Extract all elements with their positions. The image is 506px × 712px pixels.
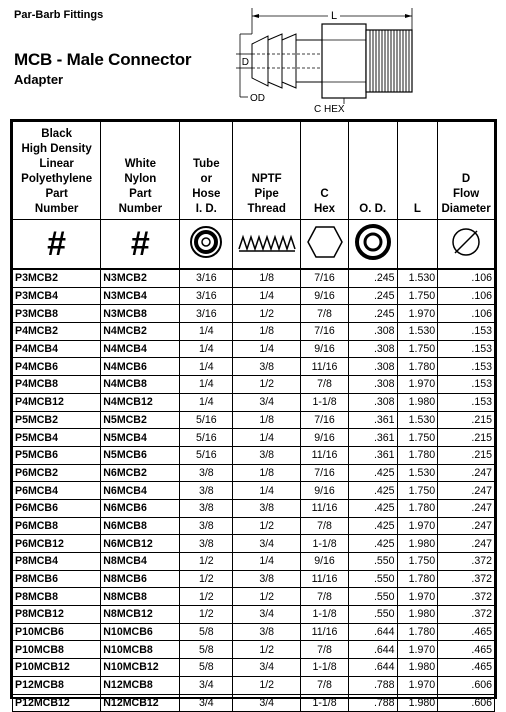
- table-cell: 5/8: [180, 623, 233, 641]
- od-icon: [348, 220, 397, 270]
- table-cell: .606: [438, 694, 495, 712]
- table-cell: P8MCB8: [13, 588, 101, 606]
- table-cell: 1/4: [180, 323, 233, 341]
- table-cell: P4MCB8: [13, 376, 101, 394]
- table-cell: .153: [438, 323, 495, 341]
- table-row: [13, 641, 495, 659]
- flow-diameter-label: D: [241, 57, 249, 68]
- table-cell: 3/8: [233, 446, 301, 464]
- table-cell: 3/8: [233, 499, 301, 517]
- column-header: [348, 122, 397, 220]
- table-cell: 3/16: [180, 287, 233, 305]
- table-row: [13, 429, 495, 447]
- table-cell: .372: [438, 570, 495, 588]
- table-row: [13, 376, 495, 394]
- table-cell: 11/16: [301, 499, 349, 517]
- table-cell: P3MCB4: [13, 287, 101, 305]
- stem-shape: [296, 40, 322, 82]
- table-cell: 11/16: [301, 570, 349, 588]
- table-cell: P4MCB4: [13, 340, 101, 358]
- table-cell: .550: [348, 606, 397, 624]
- hex-icon: [301, 220, 349, 270]
- table-cell: 1/2: [233, 641, 301, 659]
- table-cell: 9/16: [301, 287, 349, 305]
- table-cell: .644: [348, 659, 397, 677]
- column-header: [180, 122, 233, 220]
- table-cell: P4MCB6: [13, 358, 101, 376]
- table-cell: N4MCB4: [101, 340, 180, 358]
- table-cell: 1/8: [233, 464, 301, 482]
- table-cell: 3/8: [233, 623, 301, 641]
- table-cell: 1/4: [180, 393, 233, 411]
- column-header-line: Black: [41, 128, 72, 140]
- table-cell: 1/2: [233, 517, 301, 535]
- table-cell: .215: [438, 446, 495, 464]
- table-cell: .465: [438, 659, 495, 677]
- table-cell: P6MCB4: [13, 482, 101, 500]
- table-cell: 7/8: [301, 588, 349, 606]
- table-cell: 1/4: [233, 429, 301, 447]
- table-cell: .247: [438, 535, 495, 553]
- table-row: [13, 269, 495, 287]
- table-cell: 7/8: [301, 517, 349, 535]
- table-cell: 9/16: [301, 340, 349, 358]
- table-cell: 3/8: [180, 464, 233, 482]
- table-cell: 1.970: [397, 641, 438, 659]
- hash-icon: #: [101, 220, 180, 270]
- column-header: [397, 122, 438, 220]
- table-cell: .550: [348, 553, 397, 571]
- table-cell: .644: [348, 641, 397, 659]
- column-header: [13, 122, 101, 220]
- barb-shape: [282, 34, 296, 88]
- table-row: [13, 305, 495, 323]
- table-cell: 1.980: [397, 606, 438, 624]
- table-cell: P8MCB6: [13, 570, 101, 588]
- table-cell: .644: [348, 623, 397, 641]
- column-header-line: Polyethylene: [21, 173, 93, 185]
- table-cell: N6MCB12: [101, 535, 180, 553]
- table-cell: .245: [348, 305, 397, 323]
- table-cell: 7/16: [301, 269, 349, 287]
- column-header: [101, 122, 180, 220]
- table-cell: .245: [348, 287, 397, 305]
- column-header-line: Number: [118, 203, 163, 215]
- table-cell: P3MCB2: [13, 269, 101, 287]
- column-header-line: I. D.: [195, 203, 217, 215]
- table-cell: N4MCB12: [101, 393, 180, 411]
- section-label: Par-Barb Fittings: [14, 9, 104, 21]
- table-cell: 1-1/8: [301, 535, 349, 553]
- barb-shape: [252, 36, 268, 86]
- table-row: [13, 393, 495, 411]
- table-cell: 1/8: [233, 323, 301, 341]
- table-cell: 3/16: [180, 305, 233, 323]
- table-cell: .106: [438, 269, 495, 287]
- table-cell: 1/2: [233, 676, 301, 694]
- hex-shape: [322, 24, 366, 98]
- table-cell: 1.980: [397, 694, 438, 712]
- table-cell: 1/8: [233, 269, 301, 287]
- table-cell: 1.780: [397, 623, 438, 641]
- table-cell: N3MCB8: [101, 305, 180, 323]
- table-cell: 1/2: [180, 606, 233, 624]
- table-cell: 9/16: [301, 482, 349, 500]
- table-cell: 3/8: [180, 535, 233, 553]
- table-cell: .425: [348, 517, 397, 535]
- table-cell: N5MCB4: [101, 429, 180, 447]
- table-cell: 11/16: [301, 446, 349, 464]
- column-header-line: Part: [129, 188, 152, 200]
- table-cell: P6MCB8: [13, 517, 101, 535]
- table-cell: N8MCB8: [101, 588, 180, 606]
- table-cell: 1.980: [397, 393, 438, 411]
- table-cell: 1/4: [180, 340, 233, 358]
- hex-label: C HEX: [314, 104, 345, 115]
- table-cell: 1-1/8: [301, 694, 349, 712]
- hash-icon: #: [13, 220, 101, 270]
- table-cell: .465: [438, 641, 495, 659]
- table-cell: .247: [438, 482, 495, 500]
- page-subtitle: Adapter: [14, 72, 64, 87]
- table-cell: 11/16: [301, 358, 349, 376]
- table-cell: N10MCB8: [101, 641, 180, 659]
- table-cell: 1.970: [397, 305, 438, 323]
- table-cell: 3/4: [233, 694, 301, 712]
- table-cell: N4MCB6: [101, 358, 180, 376]
- table-row: [13, 517, 495, 535]
- spec-table: [12, 121, 495, 712]
- column-header-line: L: [413, 203, 421, 215]
- column-header: [233, 122, 301, 220]
- table-cell: .215: [438, 429, 495, 447]
- column-header-line: Tube: [192, 158, 220, 170]
- spec-table-frame: [10, 119, 497, 709]
- table-cell: 1/8: [233, 411, 301, 429]
- table-cell: 7/8: [301, 376, 349, 394]
- table-cell: .247: [438, 499, 495, 517]
- table-cell: 5/8: [180, 659, 233, 677]
- table-cell: 3/8: [180, 482, 233, 500]
- table-cell: .361: [348, 429, 397, 447]
- table-cell: .153: [438, 358, 495, 376]
- table-cell: N6MCB4: [101, 482, 180, 500]
- table-cell: 1.980: [397, 535, 438, 553]
- table-cell: N6MCB8: [101, 517, 180, 535]
- table-row: [13, 570, 495, 588]
- table-cell: .153: [438, 376, 495, 394]
- table-cell: .215: [438, 411, 495, 429]
- table-row: [13, 623, 495, 641]
- table-cell: P8MCB12: [13, 606, 101, 624]
- table-cell: .372: [438, 553, 495, 571]
- table-cell: 1.750: [397, 553, 438, 571]
- column-header-line: D: [461, 173, 471, 185]
- table-cell: 1.530: [397, 269, 438, 287]
- column-header-line: Flow: [452, 188, 480, 200]
- table-row: [13, 358, 495, 376]
- table-cell: P10MCB12: [13, 659, 101, 677]
- column-header-line: Pipe: [254, 188, 279, 200]
- table-cell: 3/8: [180, 517, 233, 535]
- table-cell: P4MCB2: [13, 323, 101, 341]
- table-cell: 1-1/8: [301, 659, 349, 677]
- table-cell: 1.980: [397, 659, 438, 677]
- table-cell: .247: [438, 464, 495, 482]
- table-icon-row: [13, 220, 495, 270]
- table-cell: .788: [348, 694, 397, 712]
- table-cell: P6MCB2: [13, 464, 101, 482]
- column-header-line: Diameter: [441, 203, 491, 215]
- table-row: [13, 659, 495, 677]
- arrow-icon: [252, 14, 259, 18]
- table-cell: 1/2: [180, 553, 233, 571]
- table-cell: .550: [348, 570, 397, 588]
- table-row: [13, 499, 495, 517]
- table-cell: 1.970: [397, 376, 438, 394]
- table-cell: 7/16: [301, 464, 349, 482]
- table-cell: N10MCB6: [101, 623, 180, 641]
- column-header-line: Thread: [247, 203, 286, 215]
- table-cell: 1.750: [397, 287, 438, 305]
- table-cell: 3/16: [180, 269, 233, 287]
- table-cell: .106: [438, 305, 495, 323]
- table-cell: 3/8: [180, 499, 233, 517]
- column-header-line: Number: [34, 203, 79, 215]
- table-cell: N8MCB4: [101, 553, 180, 571]
- table-cell: N5MCB2: [101, 411, 180, 429]
- table-cell: .465: [438, 623, 495, 641]
- table-cell: .425: [348, 482, 397, 500]
- table-cell: 1.780: [397, 570, 438, 588]
- table-row: [13, 340, 495, 358]
- length-label: L: [330, 10, 338, 22]
- table-cell: 1/4: [233, 287, 301, 305]
- table-body: [13, 269, 495, 712]
- table-cell: .308: [348, 393, 397, 411]
- table-cell: N12MCB8: [101, 676, 180, 694]
- table-cell: N6MCB6: [101, 499, 180, 517]
- table-cell: P5MCB4: [13, 429, 101, 447]
- table-cell: 1/2: [180, 570, 233, 588]
- table-cell: 7/16: [301, 323, 349, 341]
- table-cell: 5/16: [180, 446, 233, 464]
- table-cell: 9/16: [301, 429, 349, 447]
- table-cell: 1/4: [180, 358, 233, 376]
- column-header-line: Nylon: [124, 173, 157, 185]
- table-cell: 3/4: [233, 659, 301, 677]
- table-cell: .361: [348, 446, 397, 464]
- table-row: [13, 553, 495, 571]
- table-cell: P6MCB6: [13, 499, 101, 517]
- table-cell: .308: [348, 323, 397, 341]
- table-cell: 1.530: [397, 464, 438, 482]
- table-cell: 7/8: [301, 305, 349, 323]
- column-header-line: or: [200, 173, 213, 185]
- column-header-line: Hex: [313, 203, 336, 215]
- column-header: [438, 122, 495, 220]
- table-cell: 1-1/8: [301, 393, 349, 411]
- table-cell: .550: [348, 588, 397, 606]
- table-row: [13, 535, 495, 553]
- table-cell: 1.780: [397, 358, 438, 376]
- table-cell: 1/4: [233, 553, 301, 571]
- thread-icon: [233, 220, 301, 270]
- table-cell: P10MCB8: [13, 641, 101, 659]
- table-cell: 1.780: [397, 499, 438, 517]
- table-cell: 7/8: [301, 676, 349, 694]
- table-cell: 1.970: [397, 588, 438, 606]
- table-row: [13, 446, 495, 464]
- table-row: [13, 323, 495, 341]
- table-row: [13, 411, 495, 429]
- table-cell: .372: [438, 606, 495, 624]
- column-header-line: C: [320, 188, 329, 200]
- table-header-row: [13, 122, 495, 220]
- column-header-line: White: [124, 158, 156, 170]
- table-cell: 1.750: [397, 429, 438, 447]
- table-cell: 1.750: [397, 482, 438, 500]
- column-header-line: Part: [45, 188, 68, 200]
- column-header-line: NPTF: [251, 173, 282, 185]
- table-cell: N5MCB6: [101, 446, 180, 464]
- table-row: [13, 694, 495, 712]
- column-header-line: High Density: [21, 143, 92, 155]
- table-cell: 1.780: [397, 446, 438, 464]
- table-cell: .153: [438, 340, 495, 358]
- fitting-drawing: [226, 4, 426, 116]
- table-cell: 1/4: [233, 340, 301, 358]
- arrow-icon: [405, 14, 412, 18]
- table-cell: P4MCB12: [13, 393, 101, 411]
- table-cell: .247: [438, 517, 495, 535]
- table-cell: .308: [348, 376, 397, 394]
- table-cell: .425: [348, 535, 397, 553]
- table-cell: P6MCB12: [13, 535, 101, 553]
- table-cell: 7/16: [301, 411, 349, 429]
- table-cell: 1/2: [180, 588, 233, 606]
- table-cell: N10MCB12: [101, 659, 180, 677]
- table-cell: .361: [348, 411, 397, 429]
- table-row: [13, 464, 495, 482]
- table-cell: P5MCB6: [13, 446, 101, 464]
- column-header-line: Hose: [192, 188, 221, 200]
- table-cell: 1/2: [233, 376, 301, 394]
- table-cell: N3MCB2: [101, 269, 180, 287]
- table-cell: N4MCB8: [101, 376, 180, 394]
- table-cell: 1/4: [180, 376, 233, 394]
- table-cell: .788: [348, 676, 397, 694]
- table-cell: 7/8: [301, 641, 349, 659]
- table-cell: 1/2: [233, 588, 301, 606]
- table-cell: 5/8: [180, 641, 233, 659]
- table-cell: 3/4: [180, 676, 233, 694]
- blank-icon-cell: [397, 220, 438, 270]
- table-cell: .245: [348, 269, 397, 287]
- table-cell: N3MCB4: [101, 287, 180, 305]
- table-cell: 3/4: [233, 393, 301, 411]
- table-cell: .425: [348, 464, 397, 482]
- table-cell: 3/8: [233, 358, 301, 376]
- table-row: [13, 482, 495, 500]
- table-cell: 3/8: [233, 570, 301, 588]
- table-cell: 1.970: [397, 676, 438, 694]
- od-label: OD: [250, 93, 265, 104]
- table-cell: .308: [348, 358, 397, 376]
- column-header: [301, 122, 349, 220]
- column-header-line: Linear: [39, 158, 74, 170]
- table-cell: N6MCB2: [101, 464, 180, 482]
- table-cell: P3MCB8: [13, 305, 101, 323]
- table-cell: P12MCB8: [13, 676, 101, 694]
- table-row: [13, 676, 495, 694]
- table-cell: .106: [438, 287, 495, 305]
- table-cell: .372: [438, 588, 495, 606]
- table-cell: 3/4: [233, 606, 301, 624]
- tube-id-icon: [180, 220, 233, 270]
- table-row: [13, 606, 495, 624]
- table-cell: 3/4: [180, 694, 233, 712]
- table-cell: N8MCB12: [101, 606, 180, 624]
- table-cell: .425: [348, 499, 397, 517]
- table-cell: .308: [348, 340, 397, 358]
- table-cell: 1.530: [397, 323, 438, 341]
- table-cell: P10MCB6: [13, 623, 101, 641]
- table-cell: 5/16: [180, 411, 233, 429]
- table-row: [13, 588, 495, 606]
- table-row: [13, 287, 495, 305]
- table-cell: 11/16: [301, 623, 349, 641]
- table-cell: 1.970: [397, 517, 438, 535]
- table-cell: N8MCB6: [101, 570, 180, 588]
- table-cell: P12MCB12: [13, 694, 101, 712]
- table-cell: P5MCB2: [13, 411, 101, 429]
- table-cell: 1-1/8: [301, 606, 349, 624]
- table-cell: N4MCB2: [101, 323, 180, 341]
- table-cell: 1/2: [233, 305, 301, 323]
- column-header-line: O. D.: [359, 203, 387, 215]
- table-cell: 1.750: [397, 340, 438, 358]
- page-title: MCB - Male Connector: [14, 50, 192, 69]
- table-cell: 5/16: [180, 429, 233, 447]
- table-cell: 9/16: [301, 553, 349, 571]
- table-cell: 1.530: [397, 411, 438, 429]
- table-cell: 3/4: [233, 535, 301, 553]
- table-cell: P8MCB4: [13, 553, 101, 571]
- table-cell: N12MCB12: [101, 694, 180, 712]
- barb-shape: [268, 34, 282, 88]
- table-cell: .606: [438, 676, 495, 694]
- table-cell: .153: [438, 393, 495, 411]
- table-cell: 1/4: [233, 482, 301, 500]
- flow-diameter-icon: [438, 220, 495, 270]
